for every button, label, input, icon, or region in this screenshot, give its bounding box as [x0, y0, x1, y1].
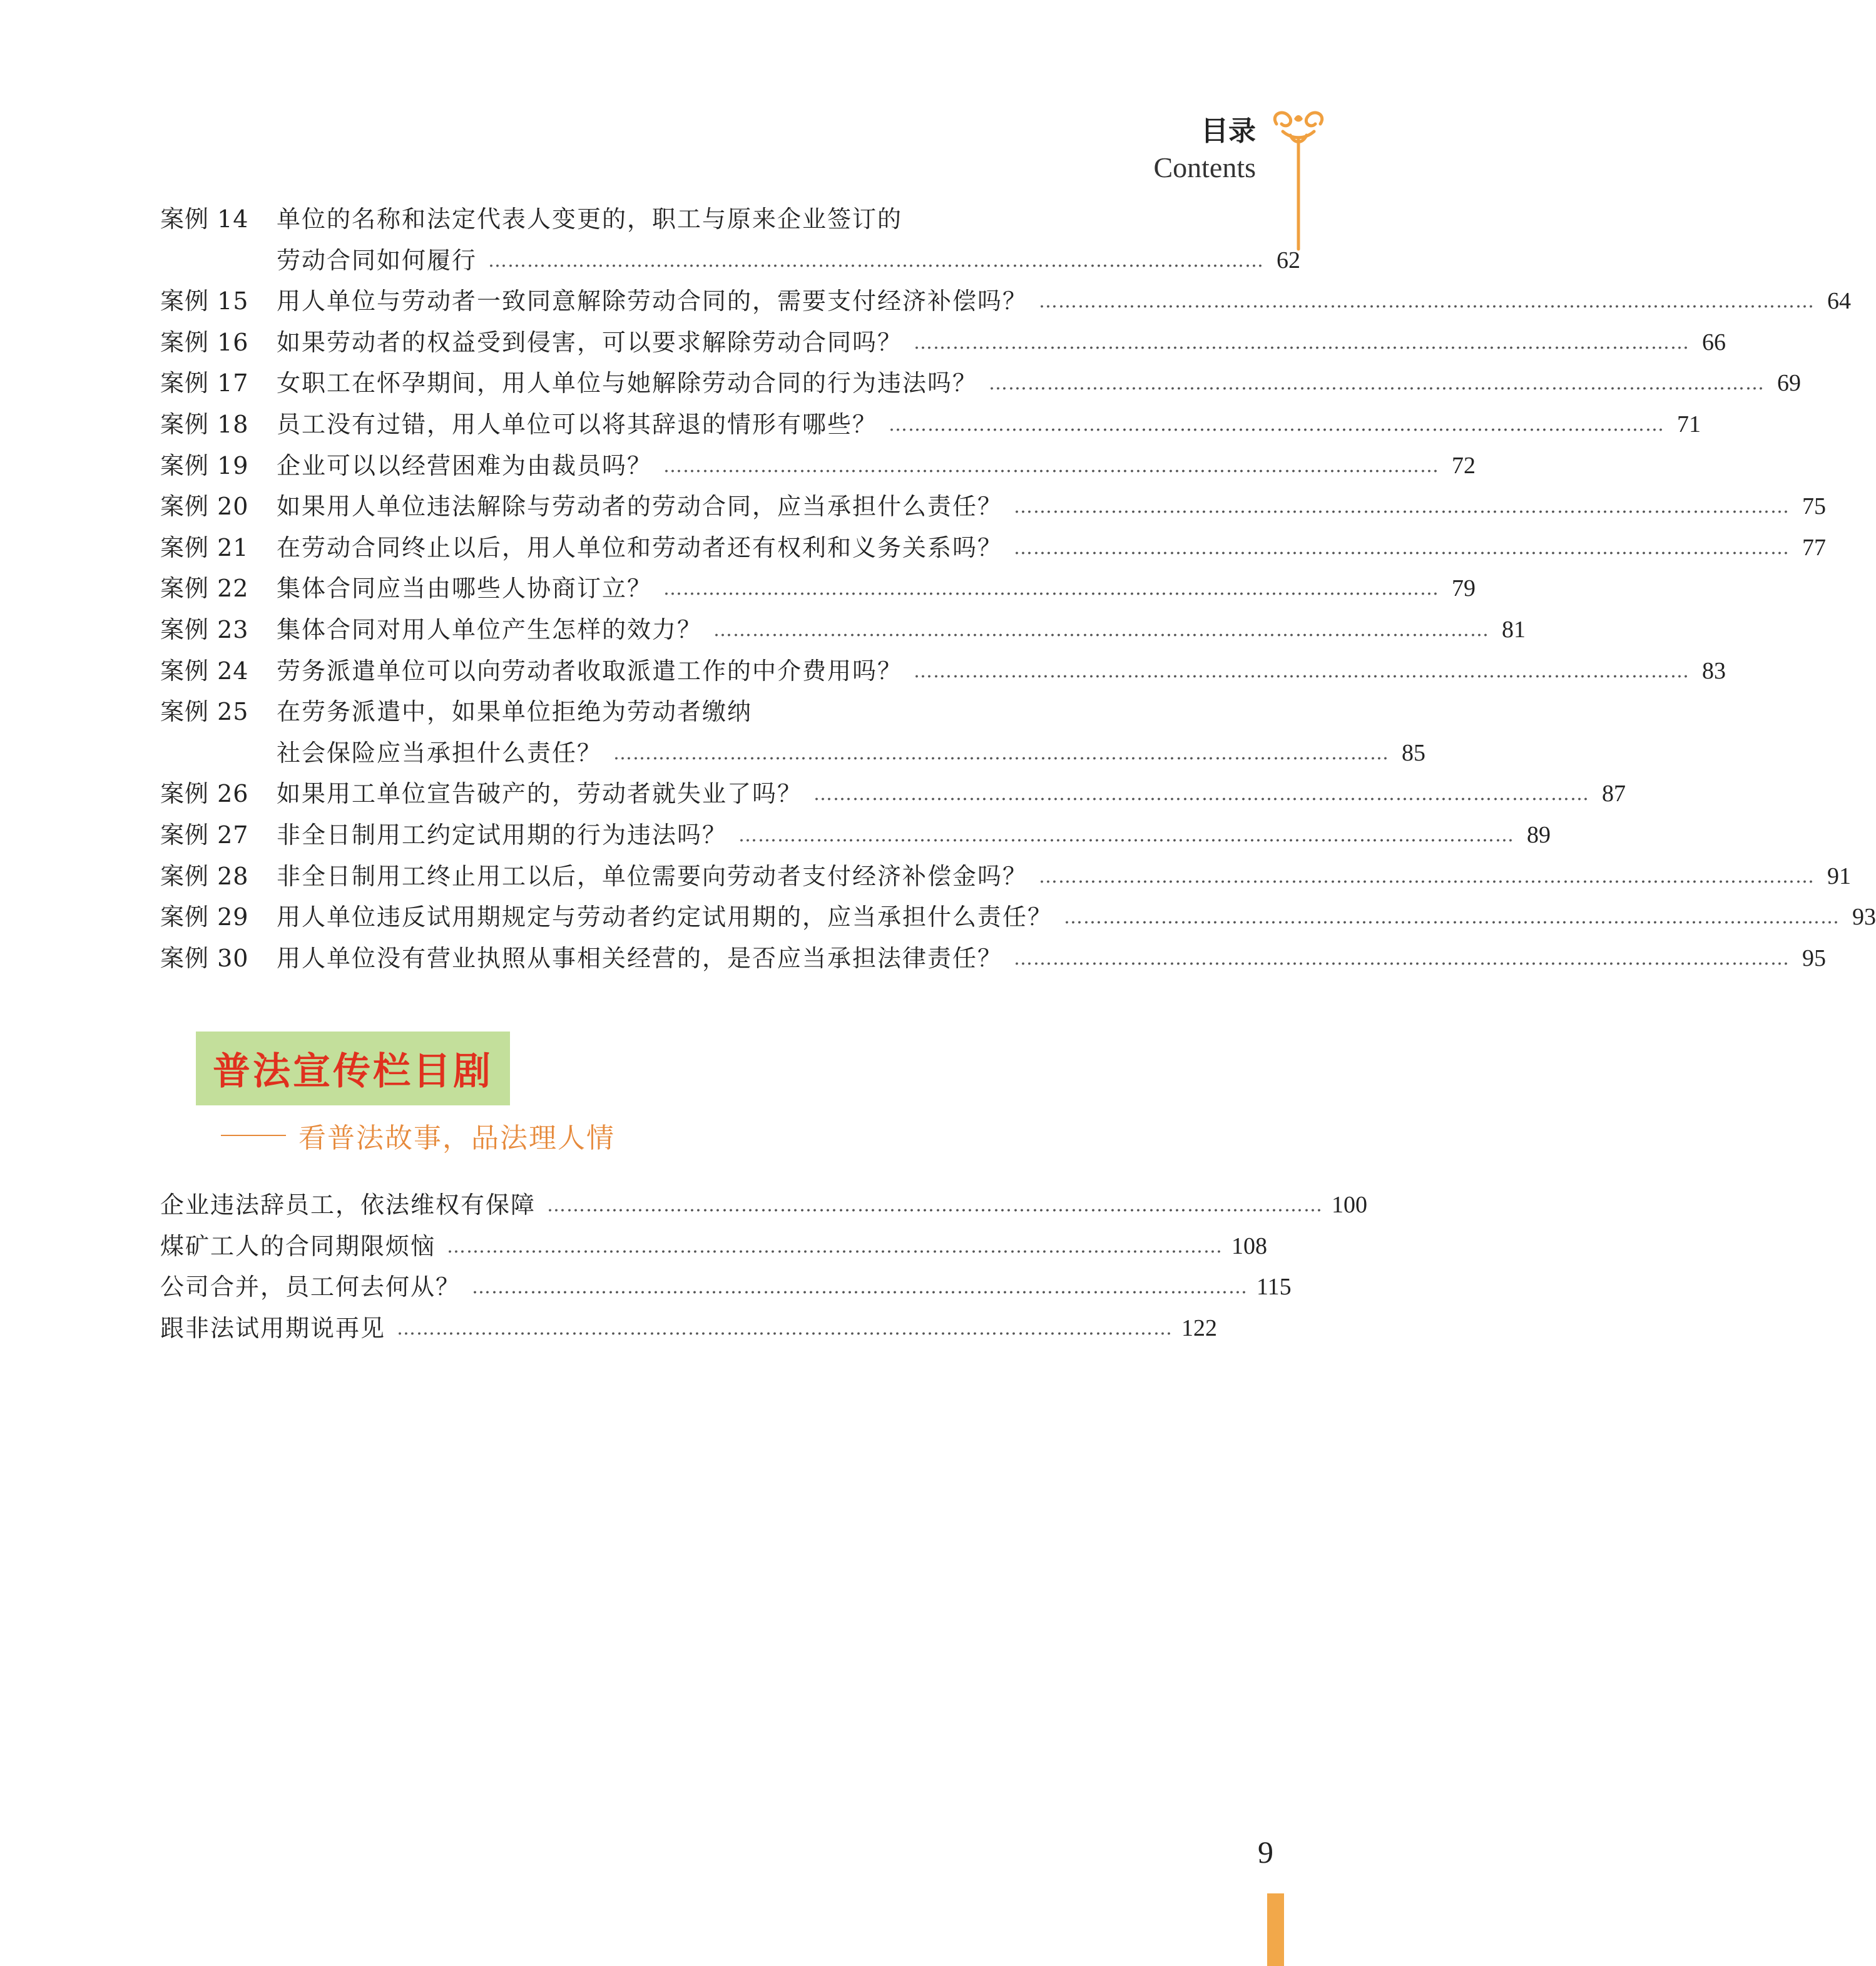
toc-row[interactable] — [160, 568, 1476, 610]
toc-row[interactable] — [160, 1185, 1368, 1226]
leader-dots: ………………………………………………………………………………………………………… — [1014, 947, 1790, 970]
case-title: 集体合同应当由哪些人协商订立？ — [277, 575, 653, 603]
story-title: 煤矿工人的合同期限烦恼 — [160, 1232, 436, 1260]
case-title: 社会保险应当承担什么责任？ — [277, 739, 603, 767]
page-ref: 122 — [1181, 1314, 1218, 1341]
leader-dots: ………………………………………………………………………………………………………… — [1014, 496, 1790, 518]
toc-row[interactable] — [160, 938, 1827, 980]
page-ref: 95 — [1802, 945, 1827, 971]
leader-dots: ………………………………………………………………………………………………………… — [472, 1276, 1248, 1299]
case-number: 案例 22 — [160, 575, 249, 603]
toc-row[interactable] — [160, 774, 1626, 815]
toc-row[interactable] — [160, 1308, 1218, 1349]
case-title: 劳务派遣单位可以向劳动者收取派遣工作的中介费用吗？ — [277, 657, 903, 685]
case-title: 在劳务派遣中，如果单位拒绝为劳动者缴纳 — [277, 698, 753, 726]
leader-dots: ………………………………………………………………………………………………………… — [1064, 906, 1840, 929]
leader-dots: ………………………………………………………………………………………………………… — [397, 1317, 1173, 1339]
case-title: 用人单位违反试用期规定与劳动者约定试用期的，应当承担什么责任？ — [277, 903, 1053, 931]
leader-dots: ………………………………………………………………………………………………………… — [1014, 536, 1790, 559]
case-number: 案例 26 — [160, 780, 249, 808]
ornament-scroll-icon — [1264, 105, 1333, 255]
case-title: 集体合同对用人单位产生怎样的效力？ — [277, 615, 703, 643]
page-ref: 115 — [1257, 1274, 1292, 1301]
page-ref: 89 — [1527, 821, 1551, 848]
page-ref: 85 — [1402, 739, 1426, 766]
toc-row[interactable] — [160, 363, 1802, 404]
story-title: 跟非法试用期说再见 — [160, 1314, 386, 1342]
section-subtitle — [221, 1115, 615, 1155]
case-title: 员工没有过错，用人单位可以将其辞退的情形有哪些？ — [277, 410, 878, 438]
case-number: 案例 29 — [160, 903, 249, 931]
section-banner — [196, 1032, 510, 1105]
toc-row[interactable] — [160, 281, 1852, 322]
leader-dots: ………………………………………………………………………………………………………… — [1039, 865, 1815, 888]
case-number: 案例 17 — [160, 369, 249, 397]
case-title: 如果用人单位违法解除与劳动者的劳动合同，应当承担什么责任？ — [277, 493, 1003, 521]
case-list — [160, 199, 1876, 979]
leader-dots: ………………………………………………………………………………………………………… — [613, 742, 1390, 764]
toc-row[interactable] — [160, 815, 1551, 856]
page-ref: 91 — [1827, 863, 1852, 889]
case-number: 案例 28 — [160, 862, 249, 890]
page-ref: 100 — [1332, 1192, 1368, 1218]
page-ref: 87 — [1602, 781, 1626, 807]
leader-dots: ………………………………………………………………………………………………………… — [488, 249, 1265, 272]
toc-row[interactable] — [160, 610, 1526, 651]
leader-dots: ………………………………………………………………………………………………………… — [889, 413, 1665, 436]
page-ref: 71 — [1677, 411, 1701, 438]
toc-row[interactable] — [160, 404, 1701, 446]
story-title: 公司合并，员工何去何从？ — [160, 1273, 461, 1301]
case-title: 非全日制用工终止用工以后，单位需要向劳动者支付经济补偿金吗？ — [277, 862, 1028, 890]
leader-dots: ………………………………………………………………………………………………………… — [447, 1235, 1223, 1257]
toc-row[interactable] — [160, 1267, 1292, 1308]
page-ref: 75 — [1802, 493, 1827, 520]
case-number: 案例 25 — [160, 698, 249, 726]
page-ref: 69 — [1777, 370, 1802, 397]
page-ref: 62 — [1277, 247, 1301, 274]
page-ref: 79 — [1452, 575, 1476, 602]
case-number: 案例 20 — [160, 493, 249, 521]
leader-dots: ………………………………………………………………………………………………………… — [547, 1194, 1323, 1216]
case-number: 案例 19 — [160, 451, 249, 479]
toc-row[interactable] — [160, 897, 1876, 938]
case-title: 用人单位没有营业执照从事相关经营的，是否应当承担法律责任？ — [277, 944, 1003, 972]
toc-row[interactable] — [160, 733, 1426, 774]
page-ref: 64 — [1827, 288, 1852, 315]
case-number: 案例 30 — [160, 944, 249, 972]
case-title: 在劳动合同终止以后，用人单位和劳动者还有权利和义务关系吗？ — [277, 533, 1003, 561]
toc-row[interactable] — [160, 486, 1827, 528]
case-title: 女职工在怀孕期间，用人单位与她解除劳动合同的行为违法吗？ — [277, 369, 978, 397]
section-subtitle-text: 看普法故事，品法理人情 — [298, 1122, 615, 1154]
toc-row[interactable] — [160, 651, 1726, 692]
toc-row[interactable] — [160, 856, 1852, 898]
toc-row[interactable] — [160, 240, 1301, 282]
leader-dots: ………………………………………………………………………………………………………… — [738, 824, 1515, 846]
case-number: 案例 15 — [160, 287, 249, 315]
toc-row[interactable] — [160, 692, 1203, 733]
page-ref: 83 — [1702, 657, 1726, 684]
case-title: 用人单位与劳动者一致同意解除劳动合同的，需要支付经济补偿吗？ — [277, 287, 1028, 315]
toc-row[interactable] — [160, 1226, 1268, 1267]
case-title: 单位的名称和法定代表人变更的，职工与原来企业签订的 — [277, 205, 903, 233]
page-header — [1153, 113, 1256, 185]
leader-dots: ………………………………………………………………………………………………………… — [713, 618, 1490, 641]
case-title: 如果用工单位宣告破产的，劳动者就失业了吗？ — [277, 780, 803, 808]
leader-dots: ………………………………………………………………………………………………………… — [663, 454, 1440, 477]
case-number: 案例 24 — [160, 657, 249, 685]
header-title-en: Contents — [1153, 151, 1256, 183]
leader-dots: ………………………………………………………………………………………………………… — [989, 372, 1765, 395]
leader-dots: ………………………………………………………………………………………………………… — [914, 331, 1690, 354]
case-title: 如果劳动者的权益受到侵害，可以要求解除劳动合同吗？ — [277, 328, 903, 356]
page-ref: 72 — [1452, 452, 1476, 479]
story-title: 企业违法辞员工，依法维权有保障 — [160, 1191, 536, 1219]
case-number: 案例 27 — [160, 821, 249, 849]
section-title: 普法宣传栏目剧 — [213, 1050, 493, 1093]
leader-dots: ………………………………………………………………………………………………………… — [663, 578, 1440, 600]
case-title: 劳动合同如何履行 — [277, 246, 477, 274]
toc-row[interactable] — [160, 322, 1726, 364]
case-number: 案例 16 — [160, 328, 249, 356]
page-ref: 66 — [1702, 329, 1726, 356]
page-edge-tab — [1267, 1893, 1284, 1966]
page-ref: 77 — [1802, 534, 1827, 561]
leader-dots: ………………………………………………………………………………………………………… — [1039, 290, 1815, 313]
case-number: 案例 23 — [160, 615, 249, 643]
toc-row[interactable] — [160, 446, 1476, 487]
leader-dots: ………………………………………………………………………………………………………… — [914, 660, 1690, 682]
case-number: 案例 18 — [160, 410, 249, 438]
case-number: 案例 21 — [160, 533, 249, 561]
page-number: 9 — [1258, 1835, 1273, 1870]
subtitle-dash — [221, 1135, 286, 1136]
toc-row[interactable] — [160, 528, 1827, 569]
page-ref: 108 — [1231, 1232, 1268, 1259]
page-ref: 93 — [1852, 904, 1876, 931]
case-title: 企业可以以经营困难为由裁员吗？ — [277, 451, 653, 479]
case-number: 案例 14 — [160, 205, 249, 233]
toc-row[interactable] — [160, 199, 1203, 240]
page-ref: 81 — [1502, 616, 1526, 643]
header-title-zh: 目录 — [1201, 115, 1256, 147]
leader-dots: ………………………………………………………………………………………………………… — [813, 783, 1590, 806]
case-title: 非全日制用工约定试用期的行为违法吗？ — [277, 821, 728, 849]
story-list — [160, 1185, 1368, 1349]
